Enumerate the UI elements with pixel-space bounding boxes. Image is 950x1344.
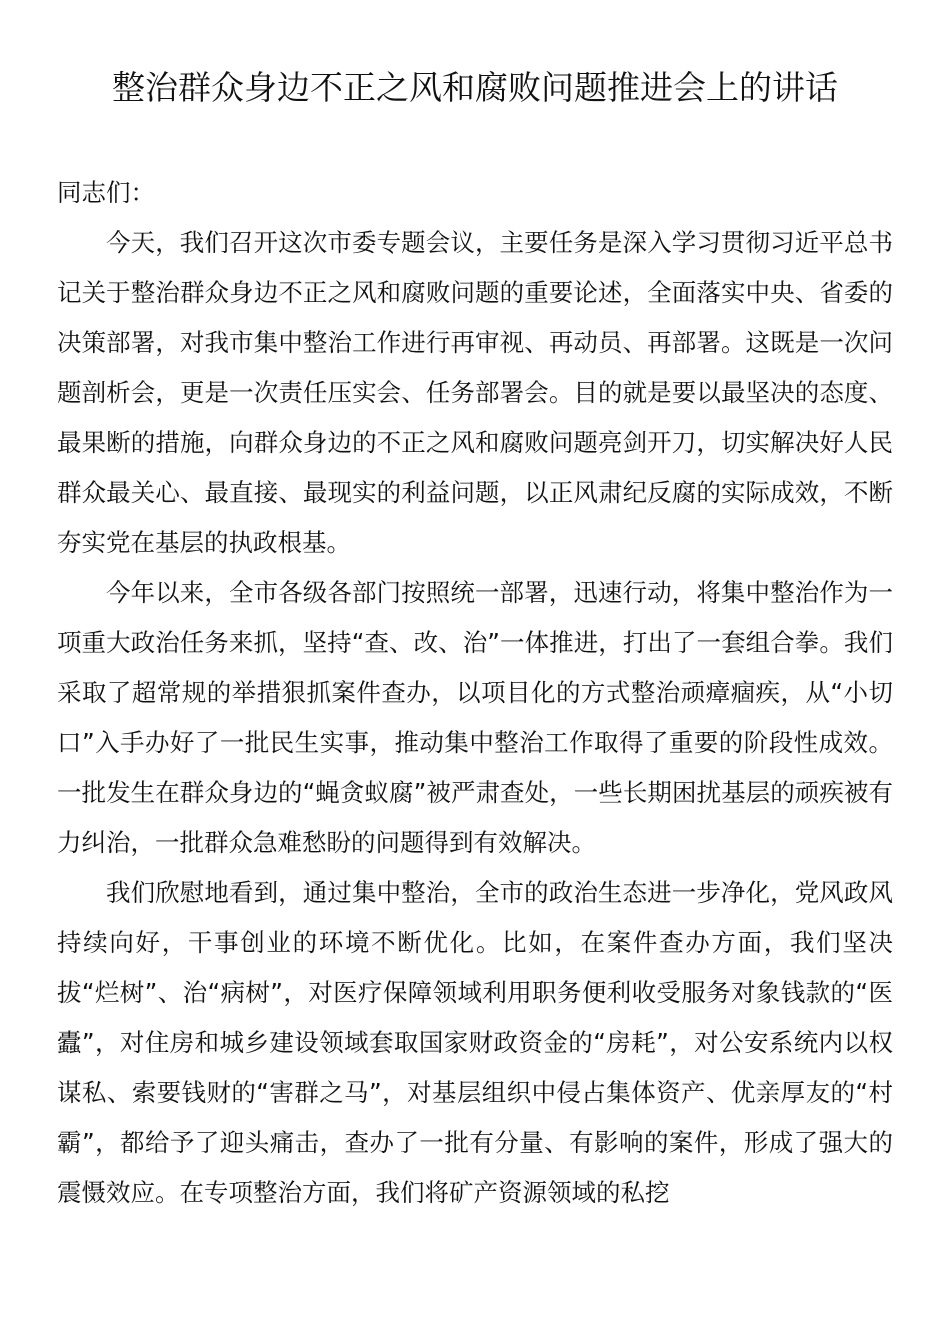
greeting: 同志们： bbox=[57, 178, 155, 207]
paragraph-3: 我们欣慰地看到，通过集中整治，全市的政治生态进一步净化，党风政风持续向好，干事创业的环境不断优化。比如，在案件查办方面，我们坚决拔“烂树”、治“病树”，对医疗保障领域利用职务便利收受服务对象钱款的“医蠹”，对住房和城乡建设领域套取国家财政资金的“房耗”，对公安系统内以权谋私、索要钱财的“害群之马”，对基层组织中侵占集体资产、优亲厚友的“村霸”，都给予了迎头痛击，查办了一批有分量、有影响的案件，形成了强大的震慑效应。在专项整治方面，我们将矿产资源领域的私挖 bbox=[57, 878, 893, 1207]
paragraph-2: 今年以来，全市各级各部门按照统一部署，迅速行动，将集中整治作为一项重大政治任务来抓，坚持“查、改、治”一体推进，打出了一套组合拳。我们采取了超常规的举措狠抓案件查办，以项目化的方式整治顽瘴痼疾，从“小切口”入手办好了一批民生实事，推动集中整治工作取得了重要的阶段性成效。一批发生在群众身边的“蝇贪蚁腐”被严肃查处，一些长期困扰基层的顽疾被有力纠治，一批群众急难愁盼的问题得到有效解决。 bbox=[57, 578, 893, 857]
document-body bbox=[57, 168, 893, 1218]
paragraph-1: 今天，我们召开这次市委专题会议，主要任务是深入学习贯彻习近平总书记关于整治群众身边不正之风和腐败问题的重要论述，全面落实中央、省委的决策部署，对我市集中整治工作进行再审视、再动员、再部署。这既是一次问题剖析会，更是一次责任压实会、任务部署会。目的就是要以最坚决的态度、最果断的措施，向群众身边的不正之风和腐败问题亮剑开刀，切实解决好人民群众最关心、最直接、最现实的利益问题，以正风肃纪反腐的实际成效，不断夯实党在基层的执政根基。 bbox=[57, 228, 893, 557]
document-title: 整治群众身边不正之风和腐败问题推进会上的讲话 bbox=[112, 68, 838, 107]
